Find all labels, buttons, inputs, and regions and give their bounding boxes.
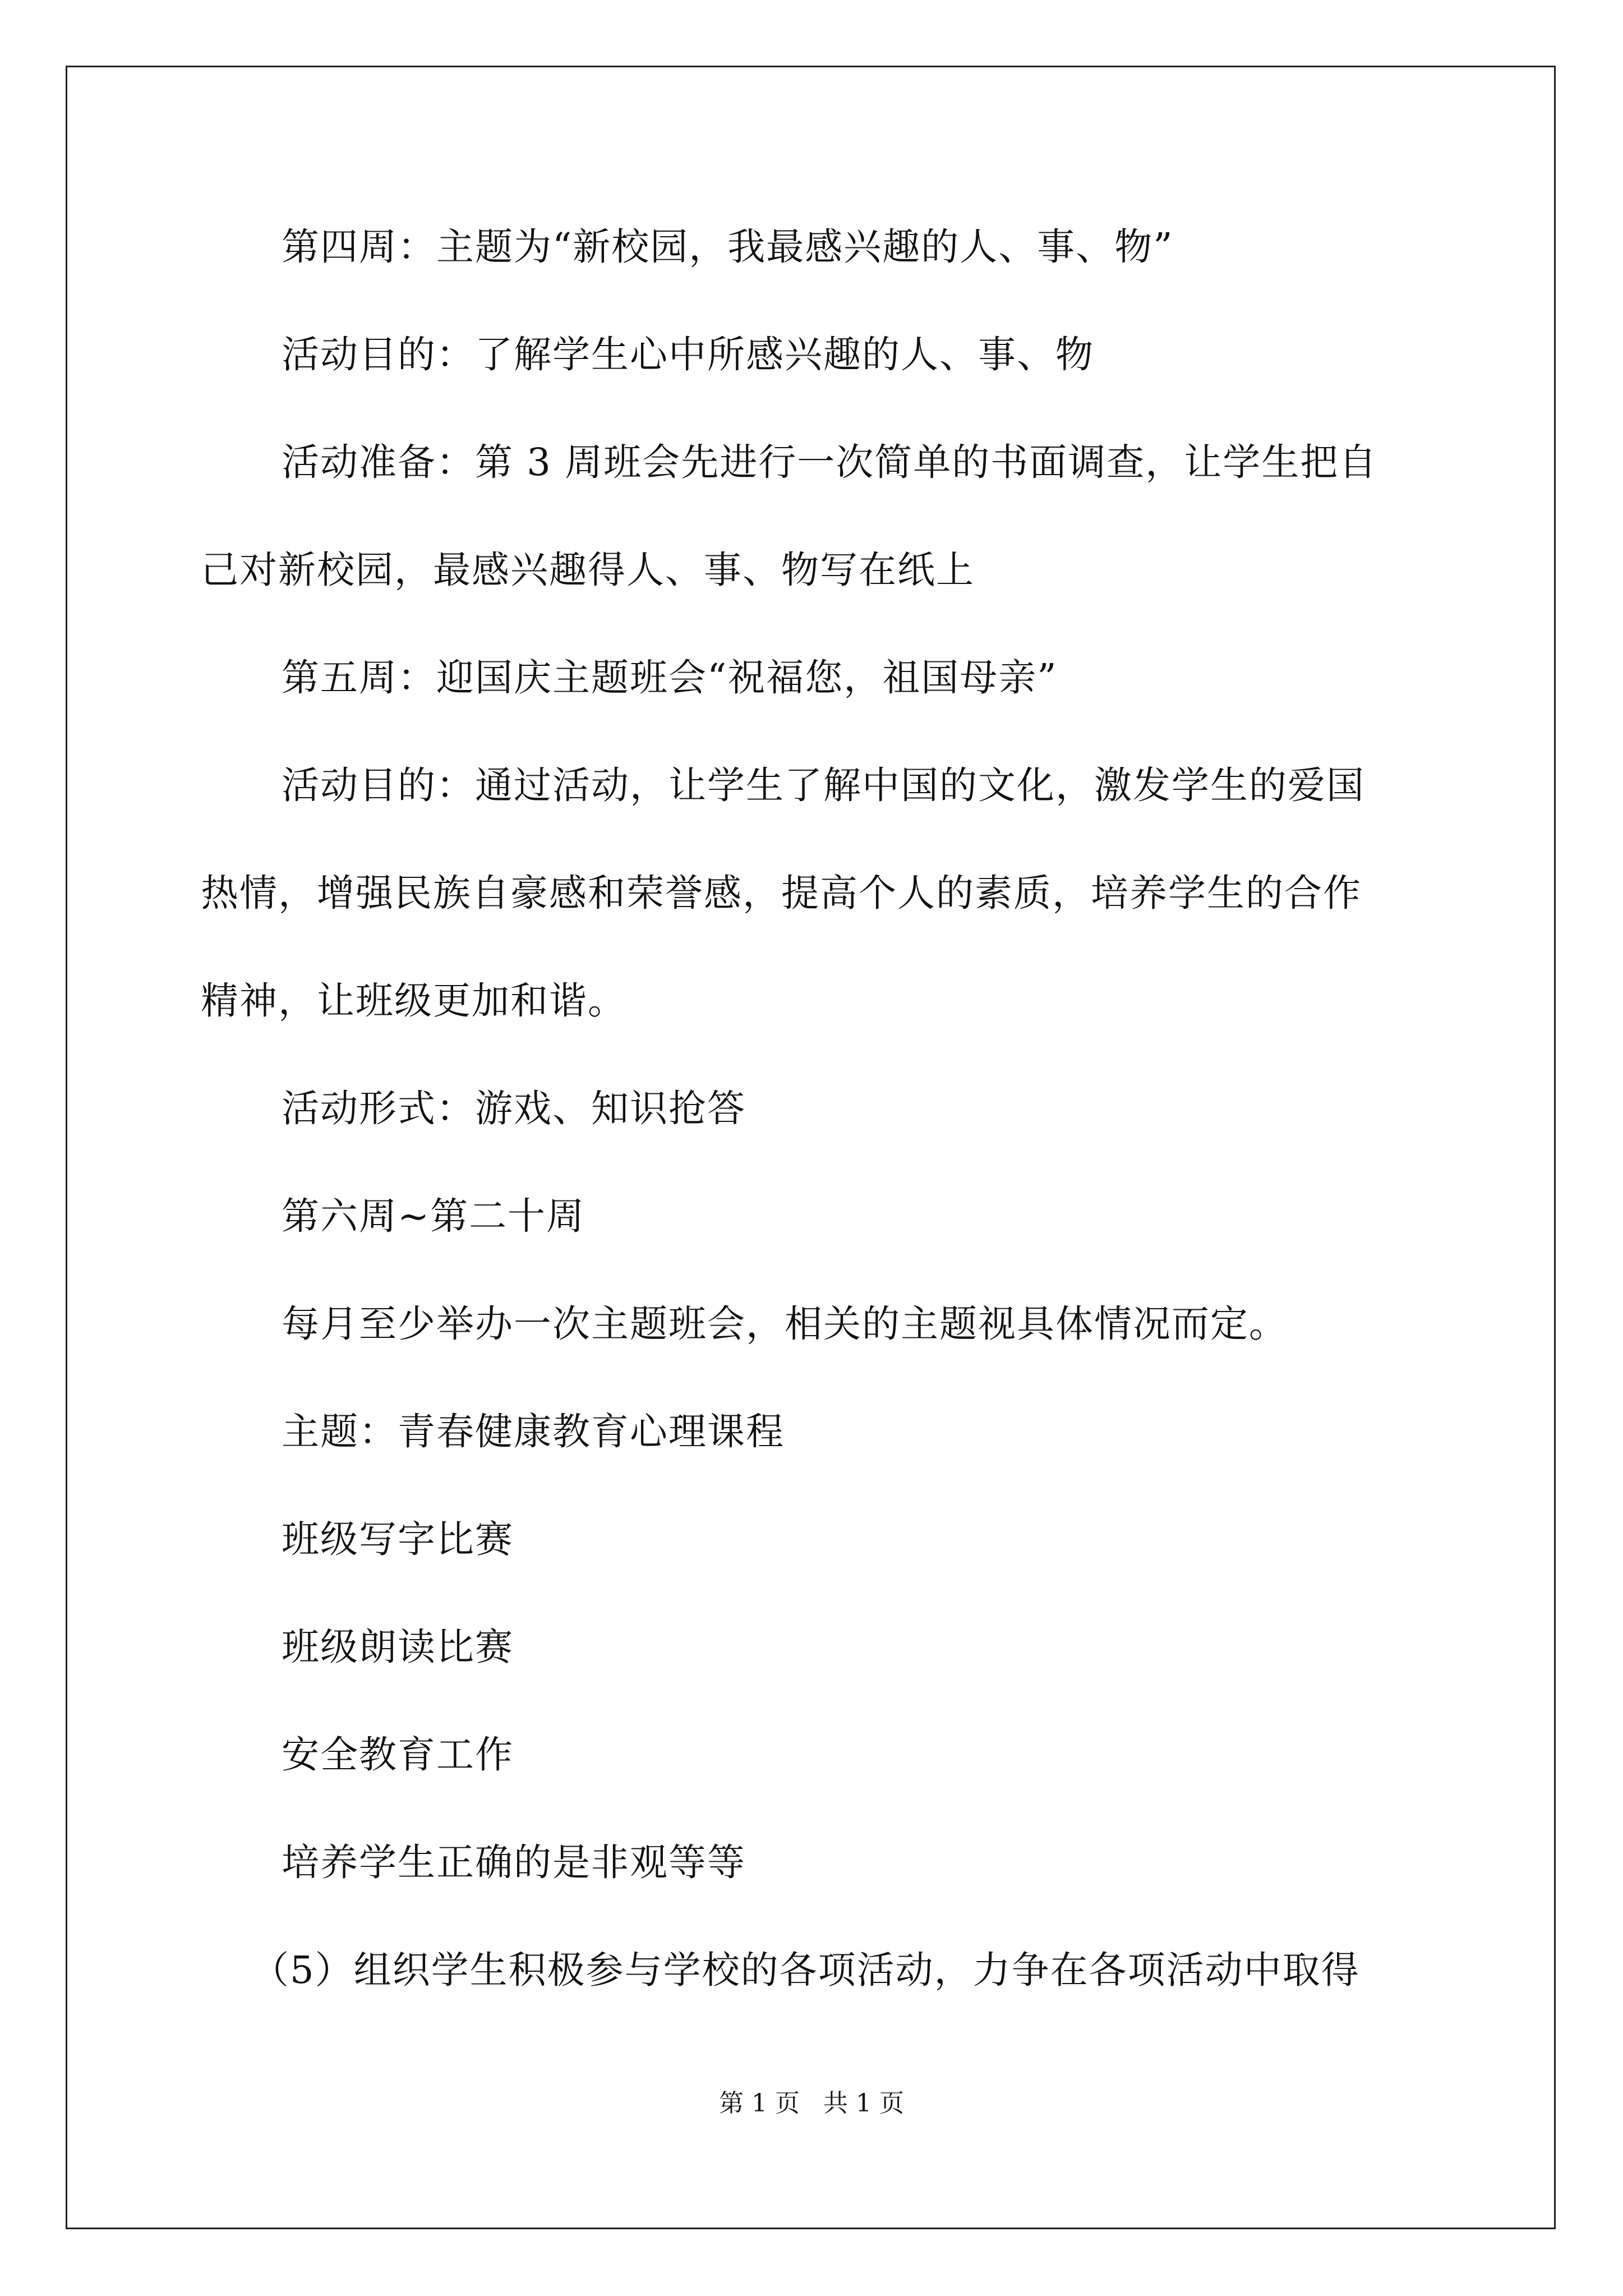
current-page-number: 第 1 页 xyxy=(719,2089,800,2118)
paragraph-line: 活动目的：通过活动，让学生了解中国的文化，激发学生的爱国 xyxy=(282,763,1365,807)
paragraph-line: 第五周：迎国庆主题班会“祝福您，祖国母亲” xyxy=(282,656,1058,700)
paragraph-line: 主题：青春健康教育心理课程 xyxy=(282,1410,785,1453)
paragraph-line: 活动目的：了解学生心中所感兴趣的人、事、物 xyxy=(282,333,1094,376)
paragraph-line: 班级写字比赛 xyxy=(282,1517,514,1561)
paragraph-line: （5）组织学生积极参与学校的各项活动，力争在各项活动中取得 xyxy=(251,1948,1360,1992)
paragraph-line: 热情，增强民族自豪感和荣誉感，提高个人的素质，培养学生的合作 xyxy=(201,871,1362,915)
paragraph-line: 班级朗读比赛 xyxy=(282,1625,514,1669)
paragraph-line: 安全教育工作 xyxy=(282,1733,514,1777)
paragraph-line: 活动准备：第 3 周班会先进行一次简单的书面调查，让学生把自 xyxy=(282,440,1378,484)
paragraph-line: 己对新校园，最感兴趣得人、事、物写在纸上 xyxy=(201,548,975,592)
total-page-count: 共 1 页 xyxy=(823,2089,904,2118)
paragraph-line: 活动形式：游戏、知识抢答 xyxy=(282,1087,746,1130)
paragraph-line: 培养学生正确的是非观等等 xyxy=(282,1841,746,1884)
paragraph-line: 第四周：主题为“新校园，我最感兴趣的人、事、物” xyxy=(282,225,1174,269)
page-footer xyxy=(0,2088,1623,2119)
paragraph-line: 精神，让班级更加和谐。 xyxy=(201,979,626,1023)
paragraph-line: 第六周~第二十周 xyxy=(282,1194,585,1238)
page-border xyxy=(66,66,1556,2229)
paragraph-line: 每月至少举办一次主题班会，相关的主题视具体情况而定。 xyxy=(282,1302,1288,1346)
